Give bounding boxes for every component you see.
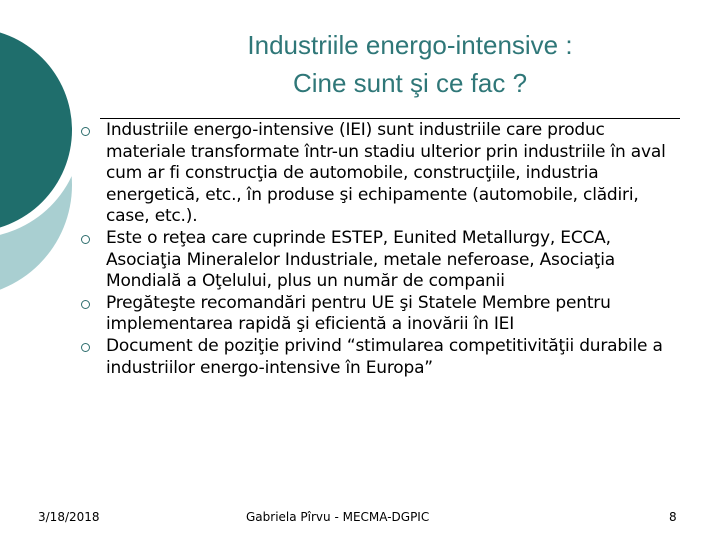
footer-author: Gabriela Pîrvu - MECMA-DGPIC bbox=[246, 510, 430, 524]
slide-title bbox=[110, 26, 710, 102]
title-divider bbox=[100, 118, 680, 119]
hollow-circle-bullet-icon bbox=[81, 300, 90, 309]
bullet-item bbox=[72, 120, 682, 228]
title-line-1: Industriile energo-intensive : bbox=[247, 30, 573, 60]
footer-page-number: 8 bbox=[669, 510, 677, 524]
title-line-2: Cine sunt şi ce fac ? bbox=[292, 68, 528, 98]
hollow-circle-bullet-icon bbox=[81, 343, 90, 352]
footer-date: 3/18/2018 bbox=[38, 510, 100, 524]
bullet-list bbox=[72, 120, 682, 379]
hollow-circle-bullet-icon bbox=[81, 235, 90, 244]
bullet-text: Pregăteşte recomandări pentru UE şi Statele Membre pentru implementarea rapidă şi eficientă a inovării în IEI bbox=[106, 292, 611, 335]
bullet-text: Industriile energo-intensive (IEI) sunt industriile care produc materiale transformate într-un stadiu ulterior prin industriile în aval cum ar fi construcţia de automobile, construcţiile, industria energetică, etc., în produse şi echipamente (automobile, clădiri, case, etc.). bbox=[106, 120, 666, 227]
bullet-item bbox=[72, 228, 682, 293]
hollow-circle-bullet-icon bbox=[81, 127, 90, 136]
bullet-text: Este o reţea care cuprinde ESTEP, Eunited Metallurgy, ECCA, Asociaţia Mineralelor Industriale, metale neferoase, Asociaţia Mondială a Oţelului, plus un număr de companii bbox=[106, 227, 616, 292]
bullet-item bbox=[72, 293, 682, 336]
bullet-item bbox=[72, 336, 682, 379]
bullet-text: Document de poziţie privind “stimularea competitivităţii durabile a industriilor energo-intensive în Europa” bbox=[106, 335, 663, 378]
